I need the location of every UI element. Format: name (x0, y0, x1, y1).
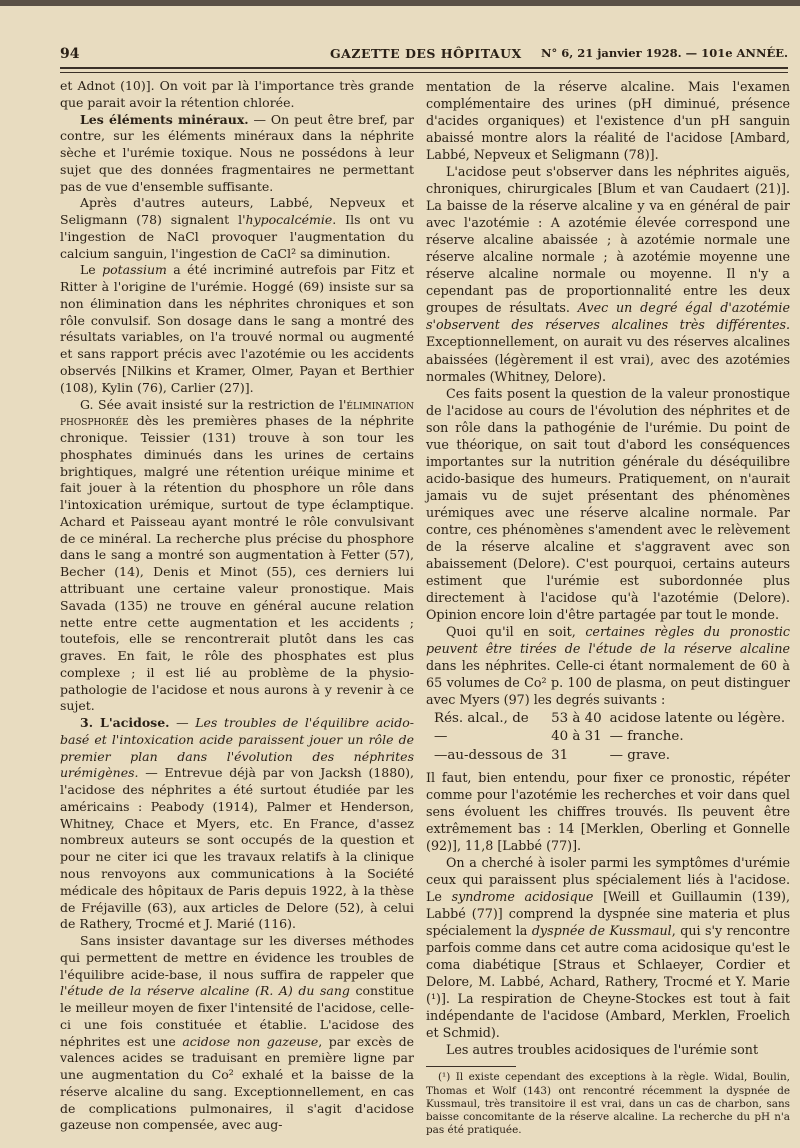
journal-title: GAZETTE DES HÔPITAUX (330, 46, 522, 61)
footnote-rule (426, 1066, 516, 1067)
section-heading: Les éléments minéraux. (80, 111, 249, 127)
top-border (0, 0, 800, 6)
paragraph-text: On a cherché à isoler parmi les symptômes d'urémie ceux qui paraissent plus spécialement liés à l'acidose. Le (426, 854, 790, 904)
paragraph-text: Sans insister davantage sur les diverses méthodes qui permettent de mettre en évidence les troubles de l'équilibre acide-base, il nous suffira de rappeler que (60, 933, 414, 982)
table-cell: 40 à 31 (551, 729, 602, 745)
page-number: 94 (60, 46, 80, 62)
paragraph: Ces faits posent la question de la valeur pronostique de l'acidose au cours de l'évolution des néphrites et de son rôle dans la pathogénie de l'urémie. Du point de vue théorique, on sait tout d'abord les conséquences importantes sur la nutrition générale du déséquilibre acido-basique des humeurs. Pratiquement, on n'aurait jamais vu de sujet présentant des phénomènes urémiques avec une réserve alcaline normale. Par contre, ces phénomènes s'amendent avec le relèvement de la réserve alcaline et s'aggravent avec son abaissement (Delore). C'est pourquoi, certains auteurs estiment que l'urémie est subordonnée plus directement à l'acidose qu'à l'azotémie (Delore). Opinion encore loin d'être partagée par tout le monde. (426, 385, 790, 622)
alkaline-reserve-table (434, 710, 793, 765)
small-caps-term: élimination phosphorée (60, 396, 414, 429)
table-cell: 53 à 40 (551, 711, 602, 727)
paragraph (60, 112, 414, 196)
paragraph: Il faut, bien entendu, pour fixer ce pronostic, répéter comme pour l'azotémie les recherches et voir dans quel sens évoluent les chiffres trouvés. Ils peuvent être extrêmement bas : 14 [Merklen, Oberling et Gonnelle (92)], 11,8 [Labbé (77)]. (426, 769, 790, 853)
section-heading: 3. L'acidose. (80, 715, 170, 731)
italic-term: acidose non gazeuse (182, 1033, 319, 1049)
italic-term: Avec un degré égal d'azotémie s'observent des réserves alcalines très différentes. (426, 300, 790, 333)
paragraph-text: Le (80, 262, 103, 278)
table-cell: — grave. (609, 747, 671, 763)
italic-term: l'étude de la réserve alcaline (R. A) du sang (60, 983, 350, 999)
paragraph (60, 262, 414, 396)
paragraph: mentation de la réserve alcaline. Mais l'examen complémentaire des urines (pH diminué, présence d'acides organiques) et l'existence d'un pH sanguin abaissé montre alors la réalité de l'acidose [Ambard, Labbé, Nepveux et Seligmann (78)]. (426, 79, 790, 163)
paragraph-text: Exceptionnellement, on aurait vu des réserves alcalines abaissées (légèrement il est vrai), avec des azotémies normales (Whitney, Delore). (426, 334, 790, 384)
paragraph (60, 933, 414, 1134)
italic-heading: — Les troubles de l'équilibre acido-basé et l'intoxication acide paraissent jouer un rôle de premier plan dans l'évolution des néphrites urémigènes. (60, 715, 414, 781)
paragraph-text: — On peut être bref, par contre, sur les éléments minéraux dans la néphrite sèche et l'urémie toxique. Nous ne possédons à leur sujet que des données fragmentaires ne permettant pas de vue d'ensemble suffisante. (60, 111, 414, 194)
paragraph-text: , qui s'y rencontre parfois comme dans cet autre coma acidosique qu'est le coma diabétique [Straus et Schlaeyer, Cordier et Delore, M. Labbé, Achard, Rathery, Trocmé et Y. Marie (¹)]. La respiration de Cheyne-Stockes est tout à fait indépendante de l'acidose (Ambard, Merklen, Froelich et Schmid). (426, 923, 791, 1041)
paragraph-text: dans les néphrites. Celle-ci étant normalement de 60 à 65 volumes de Co² p. 100 de plasma, on peut distinguer avec Myers (97) les degrés suivants : (426, 658, 790, 708)
header-rule (60, 67, 788, 69)
table-cell: —au-dessous de (434, 747, 544, 763)
table-row (434, 710, 793, 728)
paragraph (60, 397, 414, 716)
paragraph-text: . Ils ont vu l'ingestion de NaCl provoquer l'augmentation du calcium sanguin, l'ingestion de CaCl² sa diminution. (60, 212, 414, 261)
table-row (434, 728, 793, 746)
paragraph-text: Quoi qu'il en soit, (446, 624, 586, 639)
table-cell: acidose latente ou légère. (609, 711, 786, 727)
paragraph-text: a été incriminé autrefois par Fitz et Ritter à l'origine de l'urémie. Hoggé (69) insiste sur sa non élimination dans les néphrites chroniques et son rôle convulsif. Son dosage dans le sang a montré des résultats variables, on l'a trouvé normal ou augmenté et sans rapport précis avec l'azotémie ou les accidents observés [Nilkins et Kramer, Olmer, Payan et Berthier (108), Kylin (76), Carlier (27)]. (60, 262, 415, 395)
paragraph-text: dès les premières phases de la néphrite chronique. Teissier (131) trouve à son tour les phosphates diminués dans les urines de certains brightiques, malgré une rétention uréique minime et fait jouer à la rétention du phosphore un rôle dans l'intoxication urémique, surtout de type éclamptique. Achard et Paisseau ayant montré le rôle convulsivant de ce minéral. La recherche plus précise du phosphore dans le sang a montré son augmentation à Fetter (57), Becher (14), Denis et Minot (55), ces derniers lui attribuant une certaine valeur pronostique. Mais Savada (135) ne trouve en général aucune relation nette entre cette augmentation et les accidents ; toutefois, elle se rencontrerait plutôt dans les cas graves. En fait, le rôle des phosphates est plus complexe ; il est lié au problème de la physio-pathologie de l'acidose et nous aurons à y revenir à ce sujet. (60, 413, 414, 714)
paragraph-text: [Weill et Guillaumin (139), Labbé (77)] comprend la dyspnée sine materia et plus spécialement la (426, 888, 791, 939)
table-row (434, 747, 793, 765)
paragraph-text: , par excès de valences acides se traduisant en première ligne par une augmentation du Co² exhalé et la baisse de la réserve alcaline du sang. Exceptionnellement, en cas de complications pulmonaires, il s'agit d'acidose gazeuse non compensée, avec aug- (60, 1033, 414, 1133)
paragraph (60, 195, 414, 262)
table-cell: — (434, 729, 448, 745)
italic-term: certaines règles du pronostic peuvent être tirées de l'étude de la réserve alcaline (426, 624, 790, 657)
running-header (60, 44, 788, 66)
paragraph (426, 854, 790, 1041)
paragraph (426, 163, 790, 384)
paragraph-text: constitue le meilleur moyen de fixer l'intensité de l'acidose, celle-ci une fois constituée et établie. L'acidose des néphrites est une (60, 983, 414, 1049)
issue-info: N° 6, 21 janvier 1928. — 101e ANNÉE. (540, 46, 788, 60)
italic-term: hypocalcémie (245, 212, 333, 228)
left-column (60, 78, 414, 1134)
table-cell: — franche. (609, 729, 684, 745)
paragraph (60, 715, 414, 933)
header-rule-thin (60, 72, 788, 73)
paragraph (426, 623, 790, 708)
italic-term: dyspnée de Kussmaul (531, 923, 672, 939)
paragraph-text: Après d'autres auteurs, Labbé, Nepveux et Seligmann (78) signalent l' (60, 195, 414, 228)
paragraph-text: — Entrevue déjà par von Jacksh (1880), l'acidose des néphrites a été surtout étudiée par les américains : Peabody (1914), Palmer et Henderson, Whitney, Chace et Myers, etc. En France, d'assez nombreux auteurs se sont occupés de la question et pour ne citer ici que les travaux relatifs à la clinique nous renvoyons aux communications à la Société médicale des hôpitaux de Paris depuis 1922, à la thèse de Fréjaville (63), aux articles de Delore (52), à celui de Rathery, Trocmé et J. Marié (116). (60, 765, 414, 932)
italic-term: syndrome acidosique (451, 888, 594, 904)
table-cell: Rés. alcal., de (434, 711, 529, 727)
paragraph-text: G. Sée avait insisté sur la restriction de l' (80, 396, 347, 412)
paragraph: et Adnot (10)]. On voit par là l'importance très grande que parait avoir la rétention chlorée. (60, 78, 414, 110)
footnote: (¹) Il existe cependant des exceptions à la règle. Widal, Boulin, Thomas et Wolf (143) ont rencontré récemment la dyspnée de Kussmaul, très transitoire il est vrai, dans un cas de charbon, sans baisse concomitante de la réserve alcaline. La recherche du pH n'a pas été pratiquée. (426, 1071, 790, 1137)
right-column (426, 78, 790, 1137)
paragraph-text: L'acidose peut s'observer dans les néphrites aiguës, chroniques, chirurgicales [Blum et van Caudaert (21)]. La baisse de la réserve alcaline y va en général de pair avec l'azotémie : A azotémie élevée correspond une réserve alcaline abaissée ; à azotémie normale une réserve alcaline normale ; à azotémie moyenne une réserve alcaline normale ou moyenne. Il n'y a cependant pas de proportionnalité entre les deux groupes de résultats. (426, 164, 790, 316)
italic-term: potassium (102, 262, 167, 278)
paragraph: Les autres troubles acidosiques de l'urémie sont (446, 1042, 759, 1058)
table-cell: 31 (551, 747, 569, 763)
